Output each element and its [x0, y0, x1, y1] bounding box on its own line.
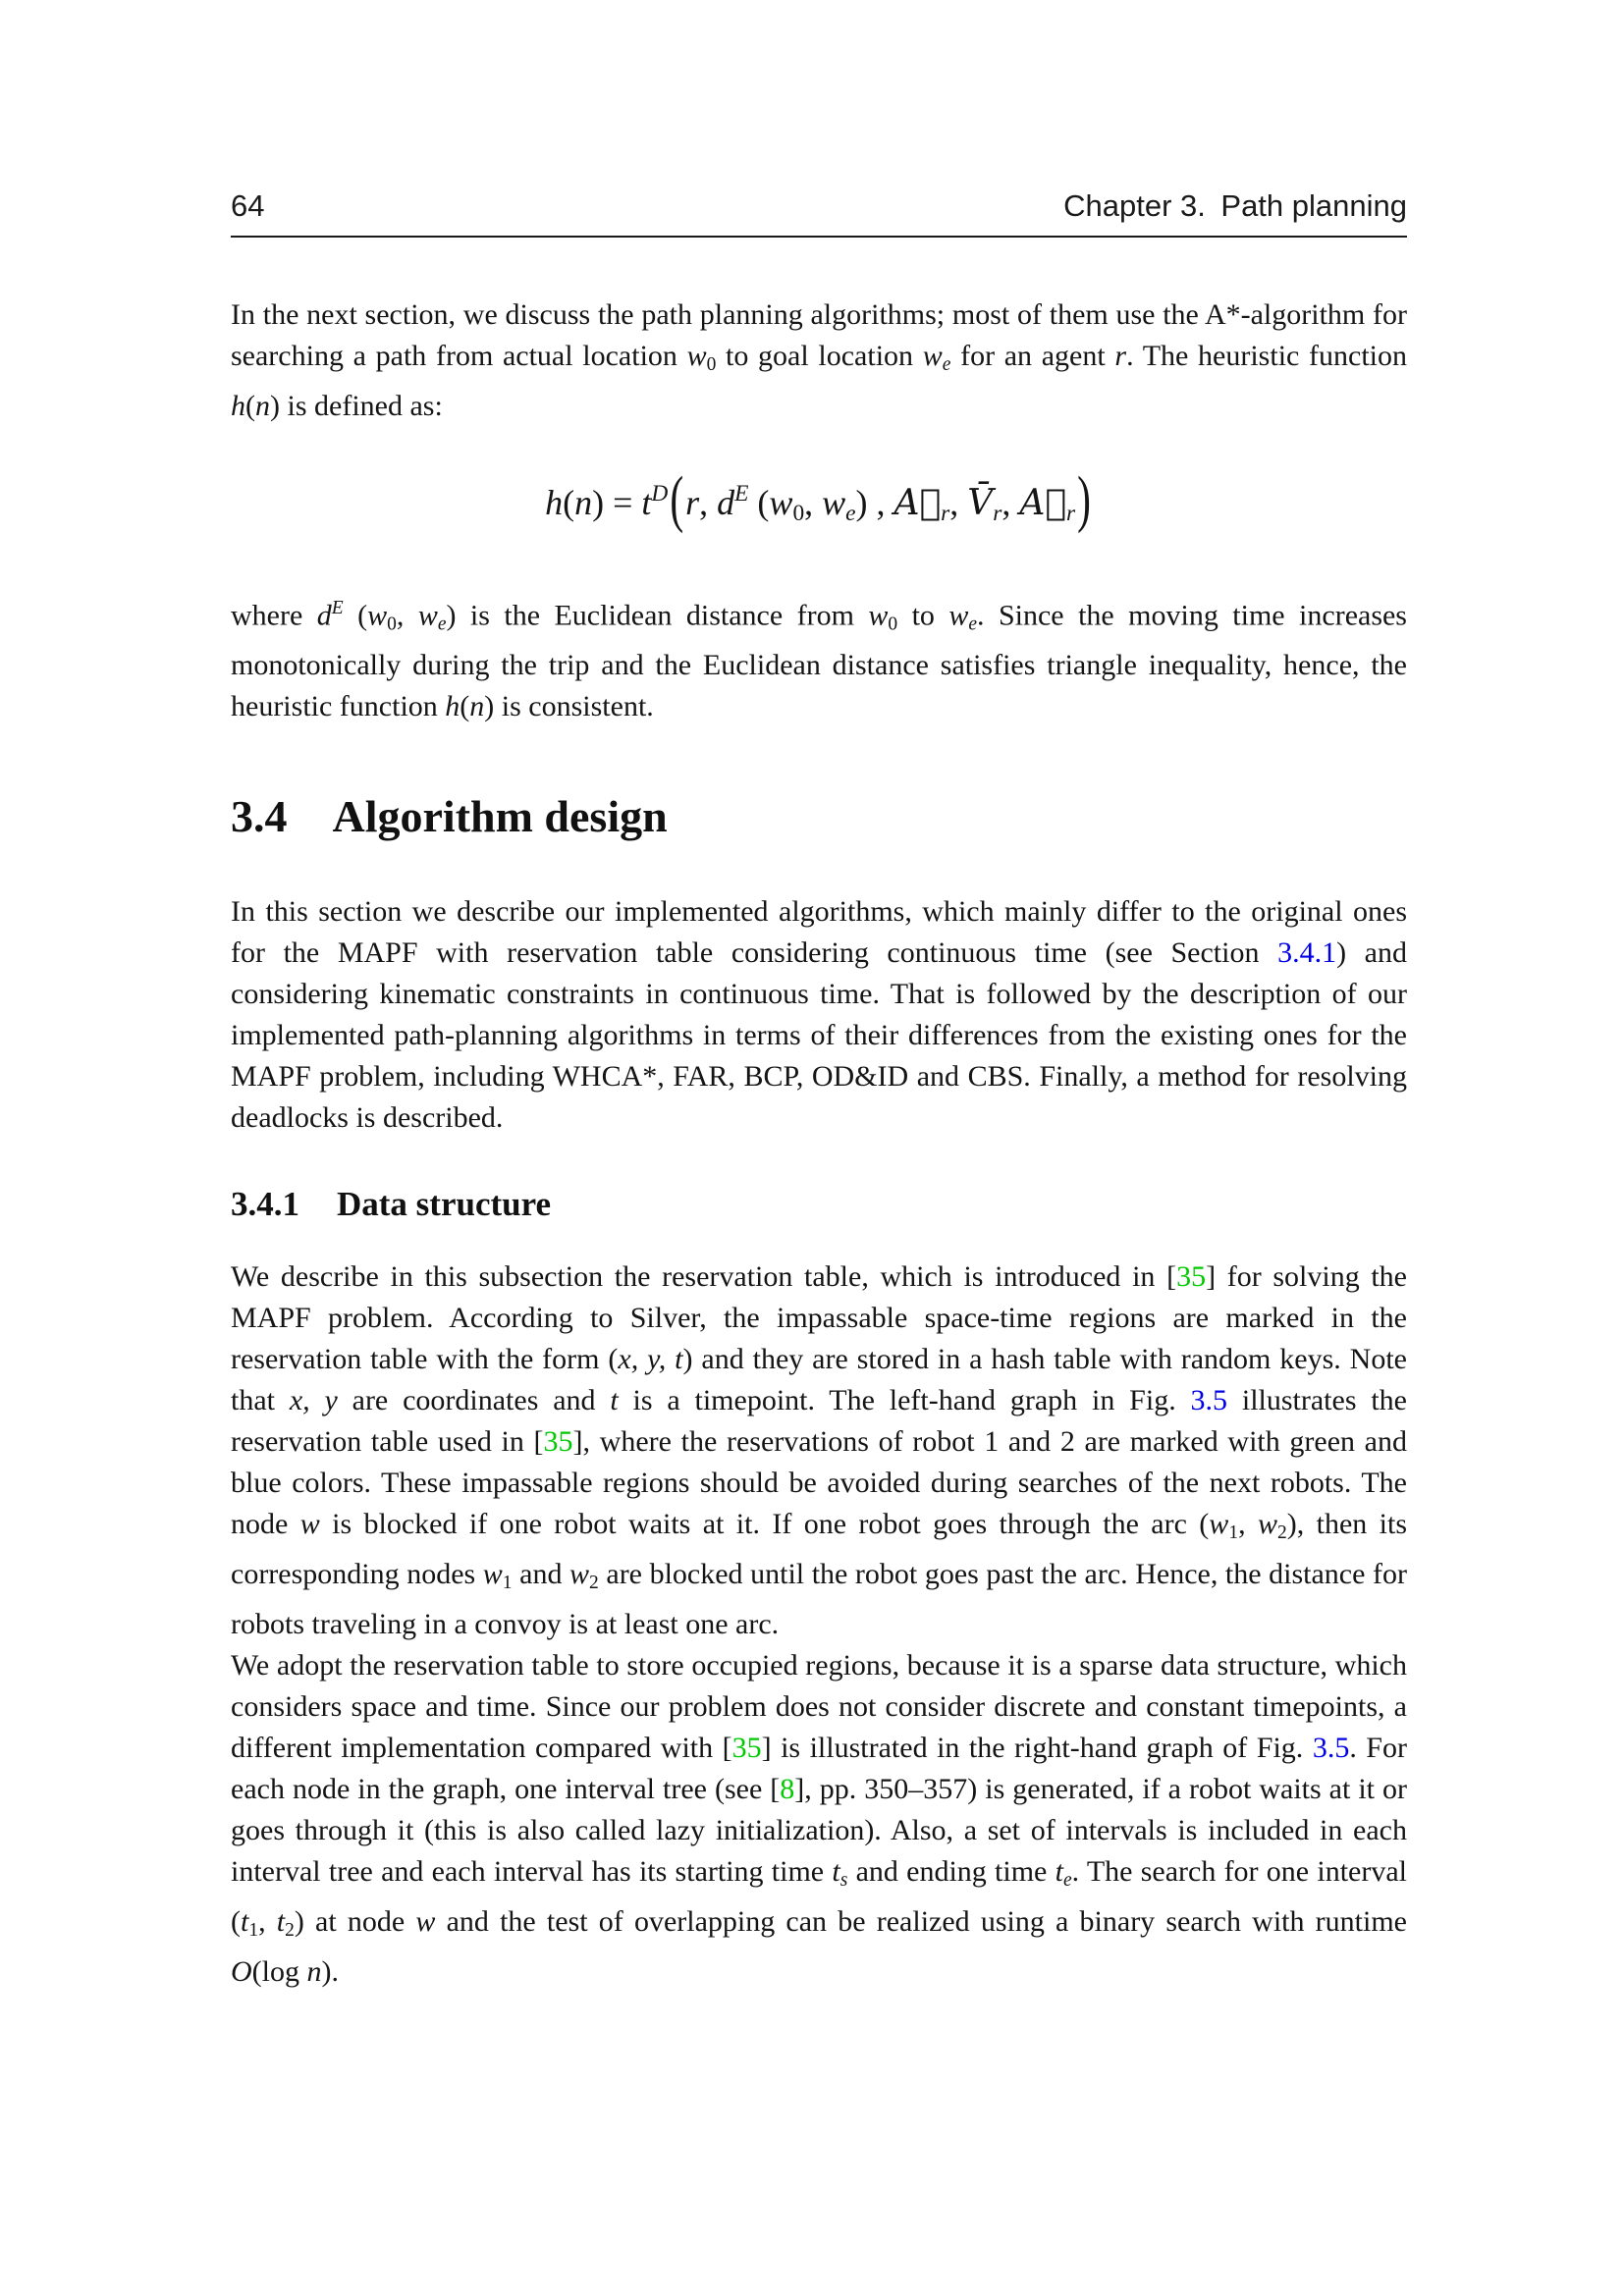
math-variable: h [445, 690, 460, 723]
math-subscript: 0 [387, 614, 397, 635]
math-subscript: e [437, 614, 447, 635]
math-variable: t [241, 1905, 249, 1939]
text-run: for an agent [950, 340, 1115, 372]
math-variable: w [686, 340, 707, 372]
text-run: to goal location [716, 340, 923, 372]
text-run: In the next section, we discuss the path planning algorithms; most of them use the A*-algorithm for searching a path from actual location [231, 298, 1407, 372]
citation-link[interactable]: 8 [780, 1773, 795, 1806]
math-variable: t [610, 1384, 619, 1417]
text-run: ) and considering kinematic constraints in continuous time. That is followed by the description of our implemented path-planning algorithms in terms of their differences from the existing ones for the MAPF problem, including WHCA*, FAR, BCP, OD&ID and CBS. Finally, a method for resolving deadlocks is described. [231, 935, 1407, 1134]
text-run: and [512, 1558, 570, 1591]
text-run: ( [748, 482, 770, 522]
text-run: is consistent. [494, 690, 654, 723]
text-run: and the test of overlapping can be realized using a binary search with runtime [435, 1905, 1407, 1939]
math-accented-variable: A⃗ [893, 482, 942, 523]
math-variable: w [415, 1905, 436, 1939]
math-accented-variable: V̄ [967, 482, 994, 523]
math-variable: n [469, 690, 485, 723]
text-run: ) at node [294, 1905, 416, 1939]
text-run: is a timepoint. The left-hand graph in Fig. [618, 1384, 1191, 1417]
math-variable: n [255, 389, 270, 422]
text-run: ], pp. 350–357) is generated, if a robot waits at it or goes through it (this is also called lazy initialization). Also, a set of intervals is included in each interval tree and each interval has its starting time [231, 1773, 1407, 1889]
text-run: We describe in this subsection the reservation table, which is introduced in [ [231, 1260, 1177, 1294]
math-subscript: 0 [888, 614, 898, 635]
text-run: , [949, 482, 968, 522]
math-variable: w [482, 1558, 503, 1591]
math-superscript: E [331, 597, 344, 618]
math-variable: d [316, 599, 332, 632]
text-run: ] for solving the MAPF problem. According to Silver, the impassable space-time regions are marked in the reservation table with the form ( [231, 1260, 1408, 1376]
math-variable: n [306, 1954, 322, 1988]
text-run: . The search for one interval ( [231, 1855, 1407, 1939]
math-subscript: r [993, 500, 1002, 526]
paragraph-section-overview [231, 891, 1407, 1139]
math-variable: w [1257, 1508, 1277, 1541]
math-subscript: 2 [1276, 1522, 1287, 1544]
math-subscript: 0 [706, 353, 717, 375]
text-run: ( [563, 482, 575, 522]
math-variable: w [417, 599, 438, 632]
text-run: is blocked if one robot waits at it. If one robot goes through the arc ( [319, 1508, 1210, 1541]
math-subscript: 2 [285, 1919, 295, 1941]
text-run: where [231, 599, 317, 632]
section-heading [231, 792, 1407, 842]
section-title: Algorithm design [332, 791, 668, 842]
math-variable: d [717, 482, 735, 522]
cross-reference-link[interactable]: 3.5 [1312, 1732, 1350, 1765]
math-variable: h [545, 482, 564, 522]
text-run: is defined as: [280, 389, 443, 422]
math-variable: w [299, 1508, 320, 1541]
citation-link[interactable]: 35 [543, 1425, 573, 1459]
paragraph-reservation-table [231, 1256, 1407, 1645]
text-run: ( [245, 389, 255, 422]
text-run: . Since the moving time increases monotonically during the trip and the Euclidean distance satisfies triangle inequality, hence, the heuristic function [231, 599, 1407, 723]
text-run: are coordinates and [337, 1384, 611, 1417]
math-variable: r [1114, 340, 1127, 372]
page-number: 64 [231, 188, 265, 223]
text-run: , [1001, 482, 1020, 522]
text-run: ( [460, 690, 470, 723]
math-variable: x, y [289, 1384, 338, 1417]
text-run: are blocked until the robot goes past the arc. Hence, the distance for robots traveling in a convoy is at least one arc. [231, 1558, 1407, 1641]
cross-reference-link[interactable]: 3.4.1 [1277, 935, 1337, 969]
text-run: , [699, 482, 718, 522]
text-run: ], where the reservations of robot 1 and 2 are marked with green and blue colors. These impassable regions should be avoided during searches of the next robots. The node [231, 1425, 1408, 1541]
math-variable: w [569, 1558, 590, 1591]
text-run: (log [251, 1954, 307, 1988]
text-run: . The heuristic function [1126, 340, 1408, 372]
math-subscript: e [1062, 1870, 1072, 1892]
heuristic-function-equation [231, 454, 1407, 553]
math-subscript: 2 [589, 1573, 599, 1594]
math-variable: t [1055, 1855, 1063, 1889]
math-superscript: D [651, 480, 669, 507]
math-variable: n [574, 482, 593, 522]
text-run: ) [270, 389, 280, 422]
math-variable: t [832, 1855, 840, 1889]
math-variable: r [685, 482, 700, 522]
math-subscript: s [839, 1870, 848, 1892]
math-variable: w [1209, 1508, 1229, 1541]
text-run: ). [321, 1954, 339, 1988]
math-variable: t [276, 1905, 286, 1939]
cross-reference-link[interactable]: 3.5 [1190, 1384, 1228, 1417]
math-subscript: e [968, 614, 978, 635]
math-variable: O [231, 1954, 252, 1988]
math-subscript: r [941, 500, 950, 526]
math-variable: w [769, 482, 793, 522]
math-variable: x, y, t [618, 1343, 683, 1376]
text-run: ) = [592, 482, 642, 522]
text-run: , [1238, 1508, 1258, 1541]
text-run: ) [484, 690, 495, 723]
text-run: ) is the Euclidean distance from [446, 599, 869, 632]
section-number: 3.4 [231, 791, 288, 842]
page-header [231, 188, 1407, 238]
math-subscript: r [1065, 500, 1076, 526]
citation-link[interactable]: 35 [1176, 1260, 1207, 1294]
paragraph-consistency [231, 588, 1407, 728]
big-parenthesis: ) [1077, 463, 1091, 534]
math-variable: w [922, 340, 943, 372]
math-subscript: 1 [248, 1919, 259, 1941]
running-header: Chapter 3. Path planning [1063, 188, 1407, 223]
text-run: ), then its corresponding nodes [231, 1508, 1408, 1591]
paragraph-interval-tree [231, 1645, 1407, 1993]
math-subscript: e [942, 353, 951, 375]
paragraph-intro [231, 294, 1407, 427]
text-run: to [897, 599, 949, 632]
subsection-number: 3.4.1 [231, 1184, 299, 1223]
math-subscript: 1 [502, 1573, 513, 1594]
math-superscript: E [734, 480, 749, 507]
math-variable: w [948, 599, 969, 632]
math-subscript: 1 [1228, 1522, 1239, 1544]
text-run: and ending time [847, 1855, 1056, 1889]
math-variable: t [641, 482, 652, 522]
text-run: We adopt the reservation table to store occupied regions, because it is a sparse data structure, which considers space and time. Since our problem does not consider discrete and constant timepoints, a different implementation compared with [ [231, 1649, 1407, 1765]
math-variable: w [868, 599, 889, 632]
math-variable: w [367, 599, 388, 632]
citation-link[interactable]: 35 [731, 1732, 762, 1765]
text-run: ) and they are stored in a hash table with random keys. Note that [231, 1343, 1407, 1417]
text-run: In this section we describe our implemented algorithms, which mainly differ to the original ones for the MAPF with reservation table considering continuous time (see Section [231, 894, 1407, 969]
text-run: . For each node in the graph, one interval tree (see [ [231, 1732, 1407, 1806]
subsection-heading [231, 1186, 1407, 1224]
big-parenthesis: ( [670, 463, 684, 534]
math-subscript: e [845, 500, 856, 526]
text-run: ] is illustrated in the right-hand graph of Fig. [761, 1732, 1313, 1765]
text-run: ( [343, 599, 368, 632]
subsection-title: Data structure [337, 1184, 552, 1223]
text-run: , [258, 1905, 277, 1939]
text-run: illustrates the reservation table used in [ [231, 1384, 1407, 1459]
math-variable: h [231, 389, 245, 422]
math-accented-variable: A⃖ [1019, 482, 1066, 523]
math-variable: w [822, 482, 846, 522]
text-run: , [804, 482, 823, 522]
text-run: ) , [855, 482, 894, 522]
math-subscript: 0 [792, 500, 805, 526]
text-run: , [396, 599, 418, 632]
